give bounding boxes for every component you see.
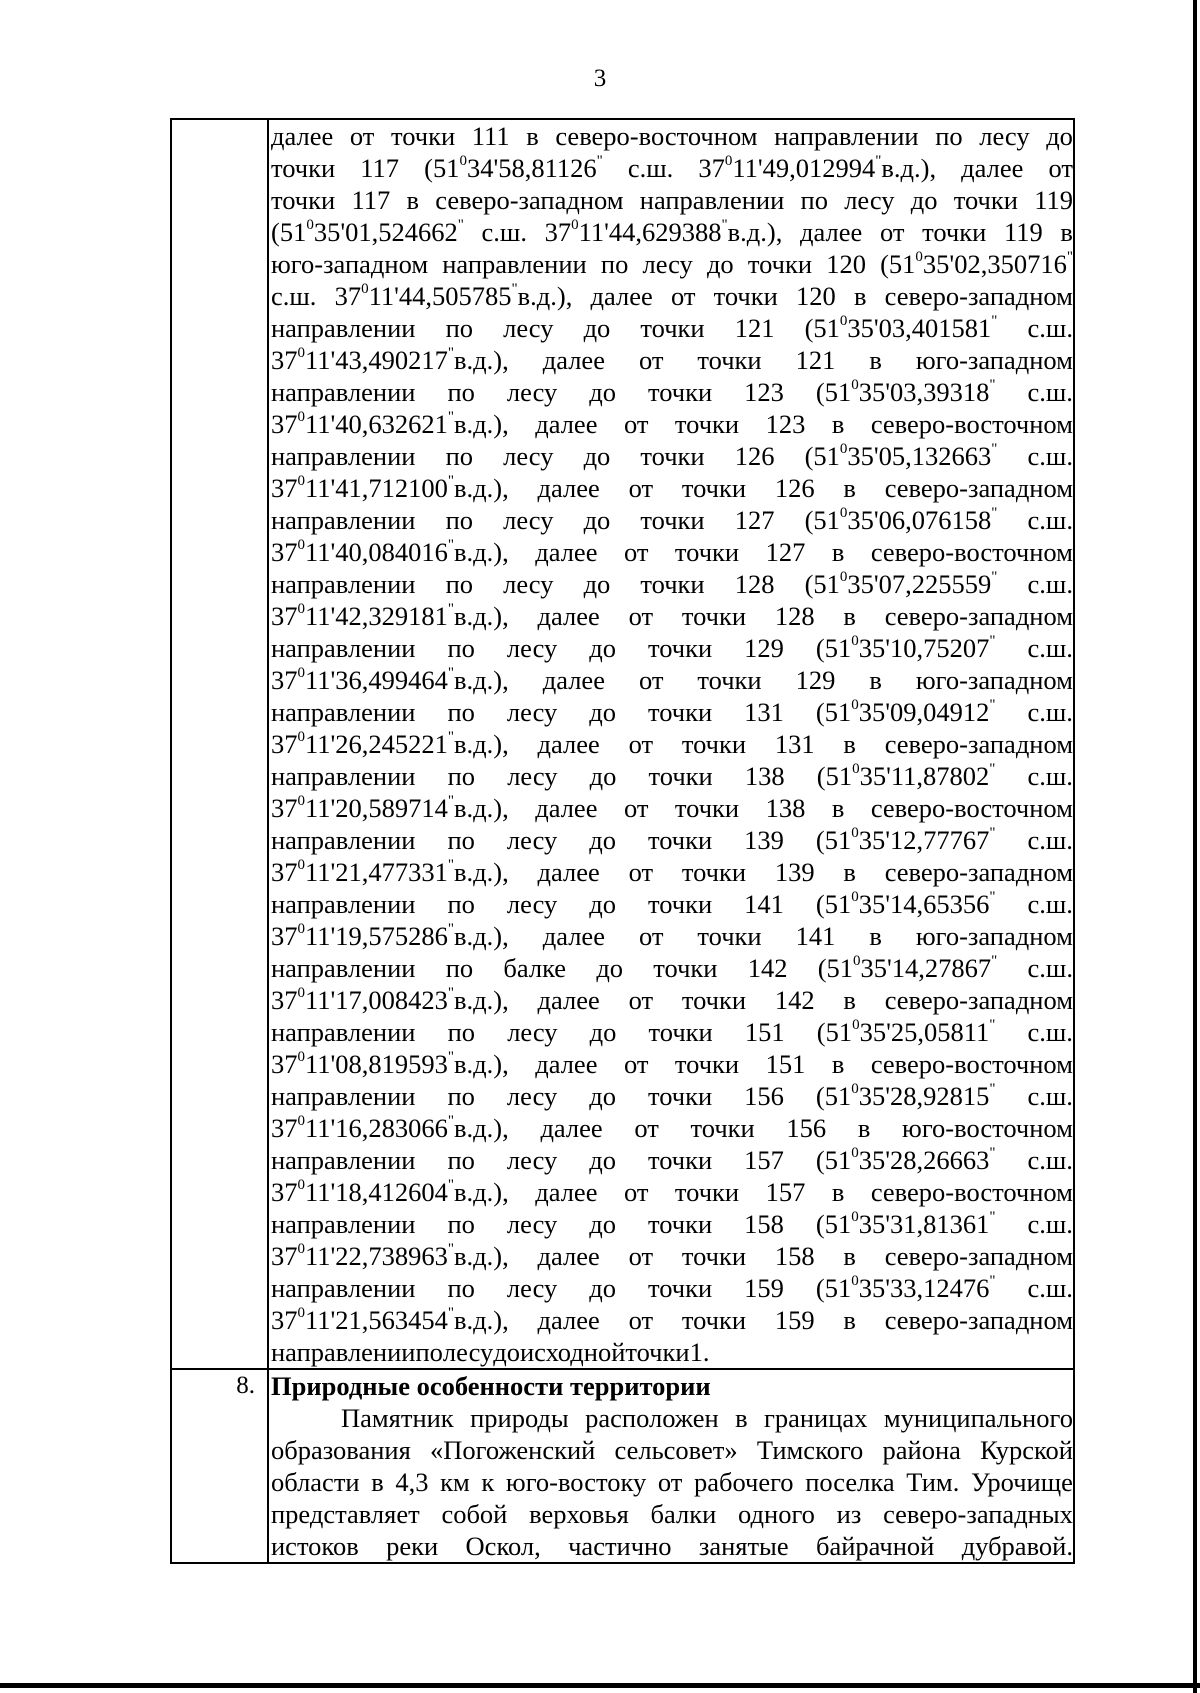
section8-line: истоков реки Оскол, частично занятые байрачной дубравой. (271, 1531, 1073, 1561)
continuation-line: с.ш. $37^011'44,505785^"в.д$.), далее от точки 120 в северо-западном (271, 281, 1073, 311)
section-title: Природные особенности территории (271, 1371, 711, 1401)
continuation-line: ($51^035'01,524662^"$ с.ш. $37^011'44,629388^"в.д$.), далее от точки 119 в (271, 217, 1073, 247)
continuation-line: точки 117 в северо-западном направлении по лесу до точки 119 (271, 185, 1073, 215)
continuation-line: направлении по лесу до точки 158 ($51^035'31,81361^"$ с.ш. (271, 1209, 1073, 1239)
natural-features-cell (269, 1370, 1073, 1562)
continuation-line: $37^011'21,563454^"в.д$.), далее от точки 159 в северо-западном (271, 1305, 1073, 1335)
section8-line: области в 4,3 км к юго-востоку от рабочего поселка Тим. Урочище (271, 1467, 1073, 1497)
continuation-line: $37^011'43,490217^"в.д$.), далее от точки 121 в юго-западном (271, 345, 1073, 375)
continuation-line: точки 117 ($51^034'58,81126^"$ с.ш. $37^011'49,012994^"в.д$.), далее от (271, 153, 1073, 183)
continuation-line: $37^011'40,084016^"в.д$.), далее от точки 127 в северо-восточном (271, 537, 1073, 567)
row-number-cell: 8. (172, 1370, 269, 1562)
scan-edge-bottom (0, 1683, 1200, 1688)
continuation-line: $37^011'08,819593^"в.д$.), далее от точки 151 в северо-восточном (271, 1049, 1073, 1079)
continuation-line: направлении по лесу до точки 123 ($51^035'03,39318^"$ с.ш. (271, 377, 1073, 407)
continuation-line: направлении по лесу до точки 151 ($51^035'25,05811^"$ с.ш. (271, 1017, 1073, 1047)
document-table (170, 118, 1075, 1564)
table-row-continuation (172, 120, 1073, 1368)
continuation-line: $37^011'42,329181^"в.д$.), далее от точки 128 в северо-западном (271, 601, 1073, 631)
continuation-line: далее от точки 111 в северо-восточном направлении по лесу до (271, 121, 1073, 151)
section8-line: образования «Погоженский сельсовет» Тимского района Курской (271, 1435, 1073, 1465)
continuation-line: направлении по лесу до точки 157 ($51^035'28,26663^"$ с.ш. (271, 1145, 1073, 1175)
section8-line: представляет собой верховья балки одного из северо-западных (271, 1499, 1073, 1529)
continuation-line: $37^011'26,245221^"в.д$.), далее от точки 131 в северо-западном (271, 729, 1073, 759)
continuation-line: направлении по лесу до точки 156 ($51^035'28,92815^"$ с.ш. (271, 1081, 1073, 1111)
page-number: 3 (593, 65, 607, 92)
continuation-line: юго-западном направлении по лесу до точки 120 ($51^035'02,350716^"$ (271, 249, 1073, 279)
scan-edge-right (1193, 0, 1197, 1693)
continuation-line: направлении по лесу до точки 139 ($51^035'12,77767^"$ с.ш. (271, 825, 1073, 855)
continuation-line: направлении по лесу до точки 128 ($51^035'07,225559^"$ с.ш. (271, 569, 1073, 599)
continuation-line: $37^011'19,575286^"в.д$.), далее от точки 141 в юго-западном (271, 921, 1073, 951)
continuation-line: $37^011'21,477331^"в.д$.), далее от точки 139 в северо-западном (271, 857, 1073, 887)
continuation-line: $37^011'16,283066^"в.д$.), далее от точки 156 в юго-восточном (271, 1113, 1073, 1143)
continuation-line: направлении по лесу до точки 141 ($51^035'14,65356^"$ с.ш. (271, 889, 1073, 919)
section8-line: Памятник природы расположен в границах муниципального (341, 1403, 1073, 1433)
continuation-line: направлении по лесу до точки 129 ($51^035'10,75207^"$ с.ш. (271, 633, 1073, 663)
continuation-line: направлении по лесу до точки 126 ($51^035'05,132663^"$ с.ш. (271, 441, 1073, 471)
continuation-line: $37^011'40,632621^"в.д$.), далее от точки 123 в северо-восточном (271, 409, 1073, 439)
continuation-line: $37^011'22,738963^"в.д$.), далее от точки 158 в северо-западном (271, 1241, 1073, 1271)
continuation-line: направлении по балке до точки 142 ($51^035'14,27867^"$ с.ш. (271, 953, 1073, 983)
table-row-section-8 (172, 1368, 1073, 1562)
continuation-line: $37^011'17,008423^"в.д$.), далее от точки 142 в северо-западном (271, 985, 1073, 1015)
continuation-line: $37^011'18,412604^"в.д$.), далее от точки 157 в северо-восточном (271, 1177, 1073, 1207)
continuation-line: $37^011'41,712100^"в.д$.), далее от точки 126 в северо-западном (271, 473, 1073, 503)
continuation-line: $37^011'20,589714^"в.д$.), далее от точки 138 в северо-восточном (271, 793, 1073, 823)
row-number-cell (172, 120, 269, 1368)
boundary-description-cell (269, 120, 1073, 1368)
continuation-line: направлении по лесу до точки 121 ($51^035'03,401581^"$ с.ш. (271, 313, 1073, 343)
continuation-line: направлении по лесу до исходной точки 1. (271, 1337, 710, 1367)
continuation-line: направлении по лесу до точки 159 ($51^035'33,12476^"$ с.ш. (271, 1273, 1073, 1303)
continuation-line: направлении по лесу до точки 131 ($51^035'09,04912^"$ с.ш. (271, 697, 1073, 727)
continuation-line: направлении по лесу до точки 138 ($51^035'11,87802^"$ с.ш. (271, 761, 1073, 791)
continuation-line: $37^011'36,499464^"в.д$.), далее от точки 129 в юго-западном (271, 665, 1073, 695)
continuation-line: направлении по лесу до точки 127 ($51^035'06,076158^"$ с.ш. (271, 505, 1073, 535)
